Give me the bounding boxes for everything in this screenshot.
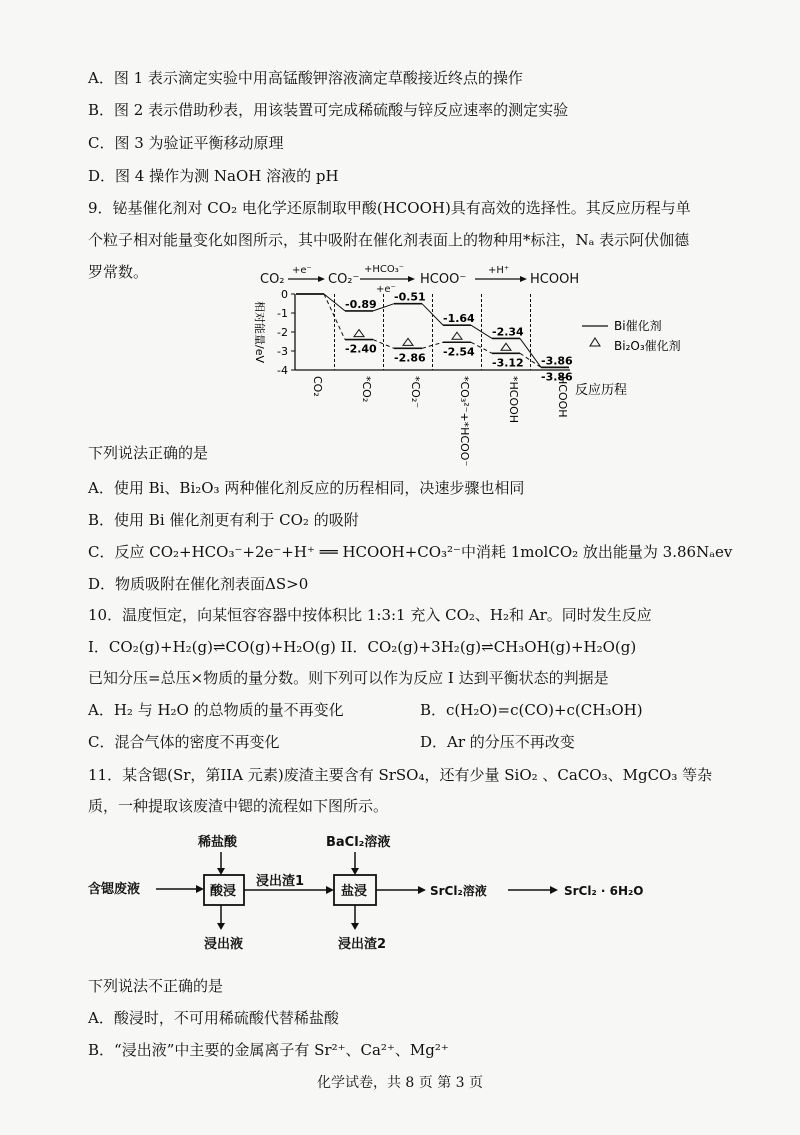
q10-option-a: A．H₂ 与 H₂O 的总物质的量不再变化	[88, 701, 344, 719]
x-axis-label: 反应历程	[575, 383, 628, 398]
flow-step2: 盐浸	[341, 884, 368, 899]
series-bi	[296, 291, 573, 368]
q11-stem-line2: 质，一种提取该废渣中锶的流程如下图所示。	[88, 797, 389, 815]
bi2o3-value-label: -2.86	[394, 351, 426, 365]
bi2o3-marker	[501, 343, 511, 350]
flow-reagent1: 稀盐酸	[198, 835, 238, 850]
x-category-label: *CO₃²⁻+*HCOO⁻	[458, 376, 471, 467]
y-tick-label: -2	[277, 326, 288, 339]
bi2o3-value-label: -2.54	[443, 345, 475, 359]
bi2o3-connector	[422, 342, 443, 348]
bi-value-label: -1.64	[443, 312, 475, 326]
y-tick-label: -1	[277, 307, 288, 320]
q9-prompt: 下列说法正确的是	[88, 444, 209, 462]
x-category-group	[311, 376, 569, 466]
y-tick-label: -3	[277, 345, 288, 358]
scheme-species-1: CO₂	[260, 272, 285, 287]
legend-bi2o3-label: Bi₂O₃催化剂	[614, 339, 681, 353]
flow-step1: 酸浸	[210, 884, 237, 899]
bi2o3-marker	[452, 332, 462, 339]
legend	[582, 318, 681, 353]
page-footer: 化学试卷，共 8 页 第 3 页	[316, 1075, 484, 1091]
scheme-species-3: HCOO⁻	[420, 272, 467, 287]
flow-output2: 浸出渣2	[338, 937, 387, 952]
legend-bi-label: Bi催化剂	[614, 319, 662, 333]
q9-stem-line3: 罗常数。	[88, 263, 149, 281]
flow-product2: SrCl₂ · 6H₂O	[564, 884, 644, 898]
bi-value-label: -3.86	[541, 354, 573, 368]
y-tick-label: -4	[277, 364, 288, 377]
energy-profile-chart	[230, 260, 700, 475]
q10-reactions: I．CO₂(g)+H₂(g)⇌CO(g)+H₂O(g) II．CO₂(g)+3H₂(g)⇌CH₃OH(g)+H₂O(g)	[88, 638, 637, 656]
q11-option-b: B．“浸出液”中主要的金属离子有 Sr²⁺、Ca²⁺、Mg²⁺	[88, 1041, 449, 1059]
bi2o3-value-label: -3.12	[492, 356, 524, 370]
q10-stem: 10．温度恒定，向某恒容容器中按体积比 1:3:1 充入 CO₂、H₂和 Ar。同时发生反应	[88, 606, 652, 624]
flow-output1: 浸出液	[204, 937, 244, 952]
y-tick-group	[277, 288, 295, 377]
q9-stem-line2: 个粒子相对能量变化如图所示，其中吸附在催化剂表面上的物种用*标注，Nₐ 表示阿伏伽德	[88, 231, 690, 249]
bi-value-label: -0.51	[394, 290, 426, 304]
flow-input: 含锶废液	[88, 882, 141, 897]
scheme-arrow3-top: +H⁺	[488, 265, 510, 276]
q11-option-a: A．酸浸时，不可用稀硫酸代替稀盐酸	[88, 1009, 339, 1027]
q10-condition: 已知分压=总压×物质的量分数。则下列可以作为反应 I 达到平衡状态的判据是	[88, 669, 609, 687]
q8-option-a: A．图 1 表示滴定实验中用高锰酸钾溶液滴定草酸接近终点的操作	[88, 69, 523, 87]
y-tick-label: 0	[281, 288, 288, 301]
flow-intermediate: 浸出渣1	[256, 874, 305, 889]
bi-value-label: -0.89	[345, 297, 377, 311]
scheme-species-4: HCOOH	[530, 272, 580, 287]
scheme-arrow2-bottom: +e⁻	[376, 284, 396, 295]
q11-stem-line1: 11．某含锶(Sr，第IIA 元素)废渣主要含有 SrSO₄，还有少量 SiO₂ 、CaCO₃、MgCO₃ 等杂	[88, 766, 713, 784]
q8-option-d: D．图 4 操作为测 NaOH 溶液的 pH	[88, 167, 339, 185]
legend-bi2o3-marker	[590, 338, 600, 346]
bi2o3-value-label: -3.86	[541, 370, 573, 384]
y-axis-label: 相对能量/eV	[253, 301, 266, 363]
q10-option-d: D．Ar 的分压不再改变	[420, 733, 575, 751]
q9-stem-line1: 9．铋基催化剂对 CO₂ 电化学还原制取甲酸(HCOOH)具有高效的选择性。其反应历程与单	[88, 199, 691, 217]
q8-option-c: C．图 3 为验证平衡移动原理	[88, 134, 284, 152]
flow-product1: SrCl₂溶液	[430, 884, 487, 898]
x-category-label: *HCOOH	[507, 376, 520, 424]
bi2o3-value-label: -2.40	[345, 342, 377, 356]
scheme-arrow1-top: +e⁻	[292, 265, 312, 276]
q9-option-d: D．物质吸附在催化剂表面ΔS>0	[88, 575, 309, 593]
q9-option-a: A．使用 Bi、Bi₂O₃ 两种催化剂反应的历程相同，决速步骤也相同	[88, 479, 525, 497]
scheme-species-2: CO₂⁻	[328, 272, 360, 287]
flow-reagent2: BaCl₂溶液	[326, 835, 391, 850]
q11-prompt: 下列说法不正确的是	[88, 977, 224, 995]
q8-option-b: B．图 2 表示借助秒表，用该装置可完成稀硫酸与锌反应速率的测定实验	[88, 101, 569, 119]
x-category-label: *CO₂	[360, 376, 373, 403]
bi-value-label: -2.34	[492, 325, 524, 339]
x-category-label: *CO₂⁻	[409, 376, 422, 409]
scheme-arrow2-top: +HCO₃⁻	[364, 264, 405, 275]
q10-option-b: B．c(H₂O)=c(CO)+c(CH₃OH)	[420, 701, 643, 719]
x-category-label: HCOOH	[556, 376, 569, 418]
bi2o3-marker	[354, 330, 364, 337]
q9-option-c: C．反应 CO₂+HCO₃⁻+2e⁻+H⁺ ══ HCOOH+CO₃²⁻中消耗 1molCO₂ 放出能量为 3.86Nₐev	[88, 543, 733, 561]
bi2o3-marker	[403, 338, 413, 345]
x-category-label: CO₂	[311, 376, 324, 397]
q10-option-c: C．混合气体的密度不再变化	[88, 733, 280, 751]
q9-option-b: B．使用 Bi 催化剂更有利于 CO₂ 的吸附	[88, 511, 359, 529]
flow-chart	[88, 828, 708, 963]
